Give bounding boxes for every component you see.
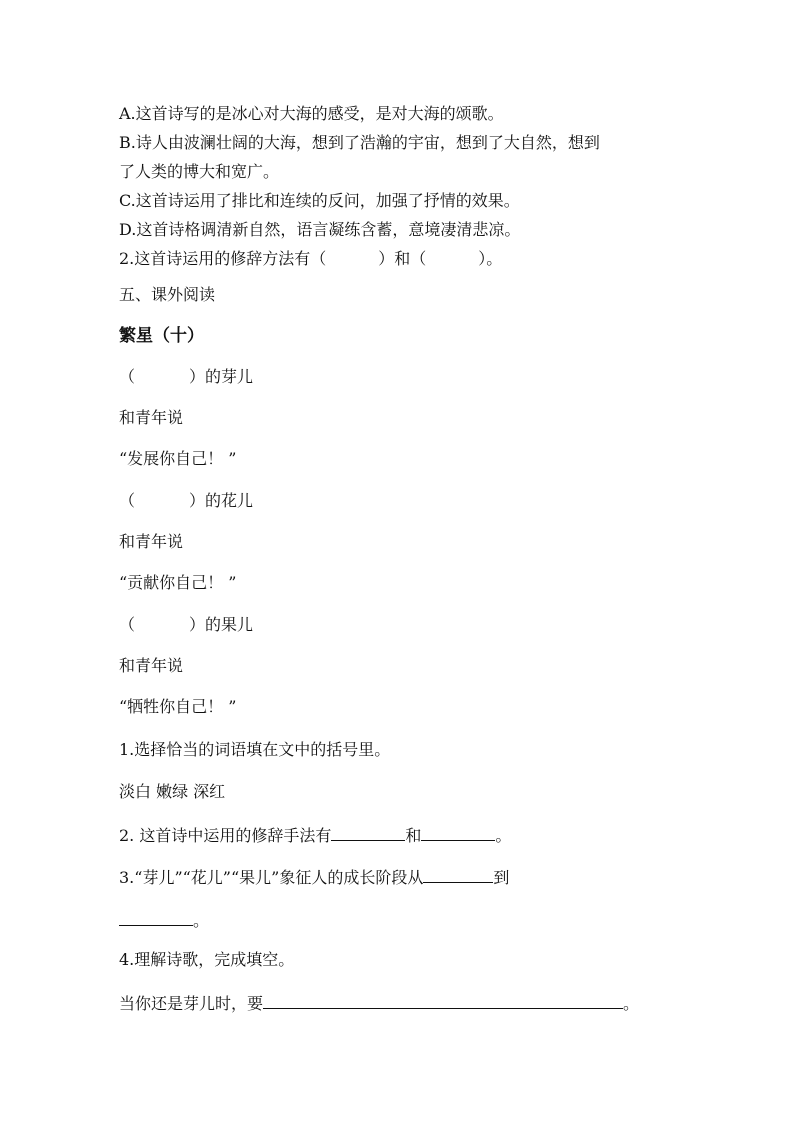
poem-line-2: 和青年说: [119, 408, 184, 427]
poem-line-5: 和青年说: [119, 532, 184, 551]
question-3: [119, 866, 509, 888]
q4-prefix: 当你还是芽儿时，要: [119, 994, 264, 1013]
q2-prev-suffix: ）。: [478, 249, 503, 268]
q2-prefix: 2. 这首诗中运用的修辞手法有: [119, 826, 332, 845]
poem-line-text: ）的芽儿: [189, 367, 254, 386]
poem-line-text: ）的果儿: [189, 615, 254, 634]
q2-prev-mid: ）和（: [378, 249, 427, 268]
question-4-fill: [119, 992, 639, 1014]
open-paren: （: [119, 367, 136, 386]
option-a: A.这首诗写的是冰心对大海的感受，是对大海的颂歌。: [119, 104, 504, 123]
q3-prefix: 3.“芽儿”“花儿”“果儿”象征人的成长阶段从: [119, 868, 424, 887]
poem-line-3: “发展你自己！ ”: [119, 449, 237, 468]
question-2-previous: [119, 249, 502, 269]
answer-blank[interactable]: [263, 992, 623, 1009]
answer-blank[interactable]: [421, 824, 495, 841]
poem-line-6: “贡献你自己！ ”: [119, 573, 237, 592]
answer-blank[interactable]: [423, 866, 493, 883]
poem-line-1: [119, 367, 253, 387]
open-paren: （: [119, 615, 136, 634]
poem-line-7: [119, 615, 253, 635]
question-1: 1.选择恰当的词语填在文中的括号里。: [119, 740, 391, 759]
question-3-continued: [119, 909, 209, 931]
option-c: C.这首诗运用了排比和连续的反问，加强了抒情的效果。: [119, 191, 520, 210]
poem-line-8: 和青年说: [119, 656, 184, 675]
q3-mid: 到: [493, 868, 510, 887]
question-4: 4.理解诗歌，完成填空。: [119, 950, 295, 969]
q2-prev-prefix: 2.这首诗运用的修辞方法有（: [119, 249, 327, 268]
poem-line-4: [119, 491, 253, 511]
option-d: D.这首诗格调清新自然，语言凝练含蓄，意境凄清悲凉。: [119, 220, 521, 239]
question-2: [119, 824, 511, 846]
open-paren: （: [119, 491, 136, 510]
q2-suffix: 。: [495, 826, 512, 845]
q2-mid: 和: [405, 826, 422, 845]
section-title: 五、课外阅读: [119, 285, 216, 304]
poem-title: 繁星（十）: [119, 326, 204, 346]
answer-blank[interactable]: [119, 909, 193, 926]
q3-suffix: 。: [193, 911, 210, 930]
option-b-line2: 了人类的博大和宽广。: [119, 162, 280, 181]
poem-line-9: “牺牲你自己！ ”: [119, 697, 237, 716]
option-b-line1: B.诗人由波澜壮阔的大海，想到了浩瀚的宇宙，想到了大自然，想到: [119, 133, 600, 152]
q4-suffix: 。: [623, 994, 640, 1013]
poem-line-text: ）的花儿: [189, 491, 254, 510]
word-choices: 淡白 嫩绿 深红: [119, 782, 226, 801]
answer-blank[interactable]: [331, 824, 405, 841]
